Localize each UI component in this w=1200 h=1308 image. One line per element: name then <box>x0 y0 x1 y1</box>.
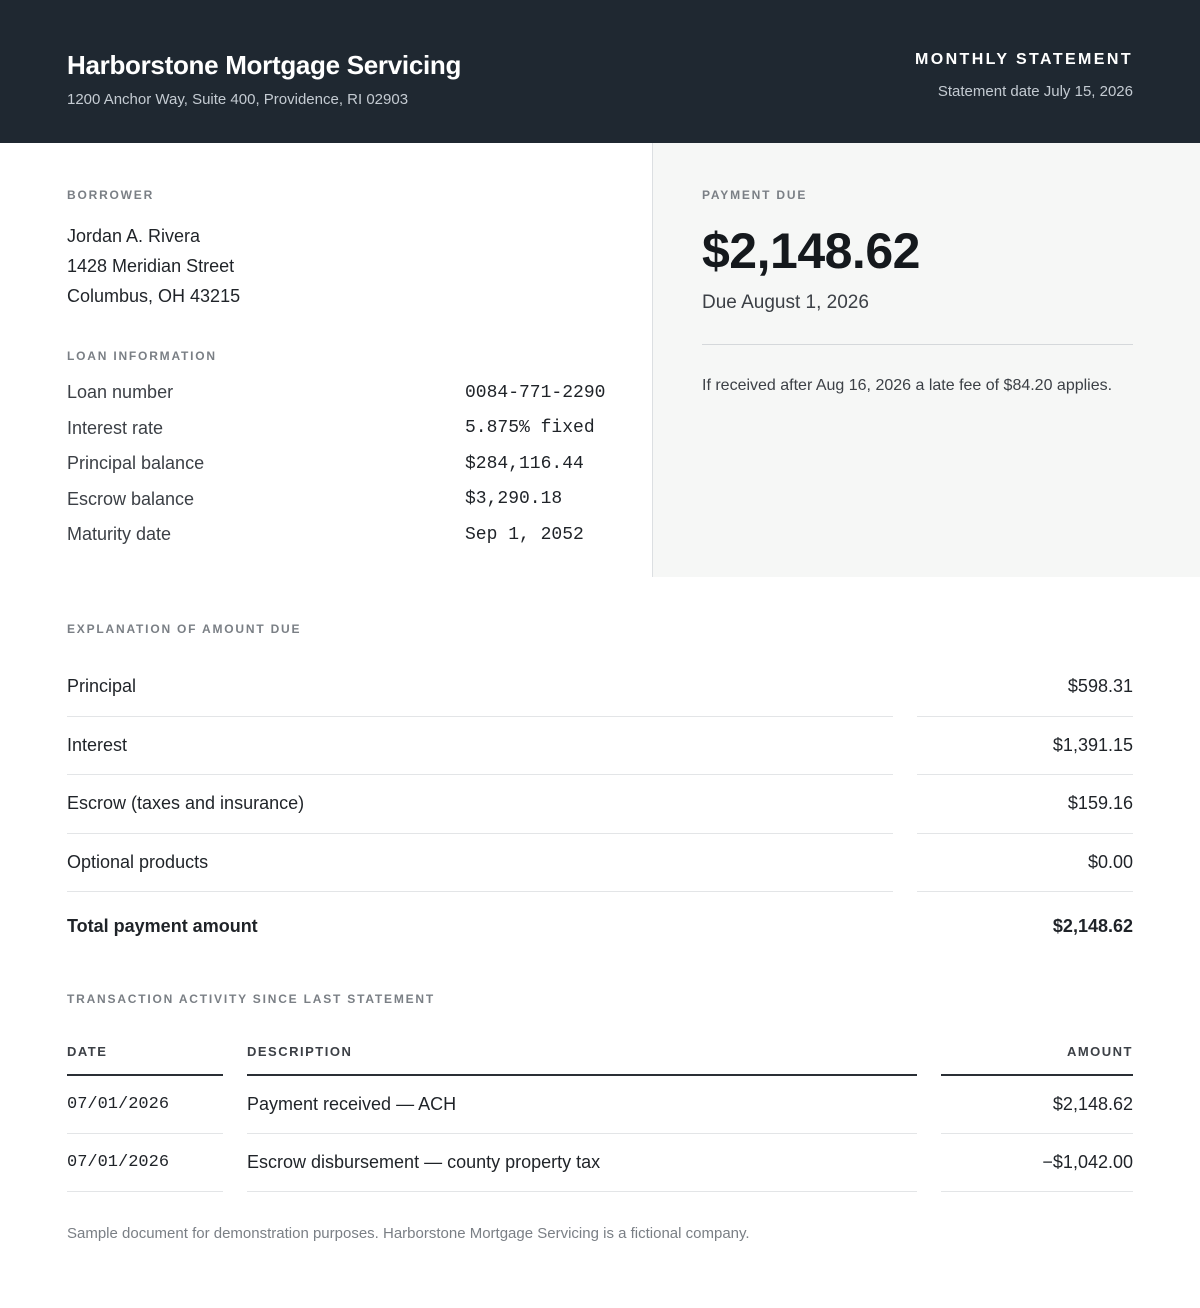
transaction-description: Escrow disbursement — county property tax <box>247 1134 917 1192</box>
transaction-amount: $2,148.62 <box>941 1076 1133 1134</box>
loan-value: $3,290.18 <box>465 489 563 510</box>
divider <box>702 344 1133 345</box>
transaction-amount: −$1,042.00 <box>941 1134 1133 1192</box>
transaction-description: Payment received — ACH <box>247 1076 917 1134</box>
loan-row-maturity <box>67 517 652 553</box>
loan-value: $284,116.44 <box>465 453 584 474</box>
borrower-name: Jordan A. Rivera <box>67 226 201 246</box>
payment-due-panel <box>653 143 1200 577</box>
transaction-header-row <box>67 1042 1133 1076</box>
transaction-date: 07/01/2026 <box>67 1134 223 1192</box>
explanation-value: $0.00 <box>917 834 1133 893</box>
explanation-row <box>67 834 1133 893</box>
statement-date: Statement date July 15, 2026 <box>937 83 1133 100</box>
loan-value: 0084-771-2290 <box>465 382 606 403</box>
payment-due-label: PAYMENT DUE <box>702 188 808 202</box>
explanation-row <box>67 717 1133 776</box>
loan-info-list <box>67 375 652 553</box>
borrower-city: Columbus, OH 43215 <box>67 286 241 306</box>
company-name: Harborstone Mortgage Servicing <box>67 50 462 80</box>
header-amount: AMOUNT <box>941 1042 1133 1076</box>
transaction-section <box>0 960 1200 1192</box>
loan-info-label: LOAN INFORMATION <box>67 349 217 363</box>
loan-key: Principal balance <box>67 453 205 474</box>
loan-key: Maturity date <box>67 524 172 545</box>
table-row <box>67 1076 1133 1134</box>
borrower-label: BORROWER <box>67 188 155 202</box>
transaction-date: 07/01/2026 <box>67 1076 223 1134</box>
explanation-key: Optional products <box>67 834 893 893</box>
loan-row-number <box>67 375 652 411</box>
explanation-row <box>67 775 1133 834</box>
loan-value: Sep 1, 2052 <box>465 524 584 545</box>
borrower-street: 1428 Meridian Street <box>67 256 235 276</box>
total-value: $2,148.62 <box>1052 915 1133 936</box>
statement-header <box>0 0 1200 143</box>
late-fee-note: If received after Aug 16, 2026 a late fee of $84.20 applies. <box>702 377 1113 394</box>
explanation-section <box>0 577 1200 960</box>
payment-due-amount: $2,148.62 <box>702 223 920 279</box>
company-address: 1200 Anchor Way, Suite 400, Providence, RI 02903 <box>67 91 409 108</box>
loan-value: 5.875% fixed <box>465 418 595 439</box>
explanation-value: $1,391.15 <box>917 717 1133 776</box>
explanation-value: $159.16 <box>917 775 1133 834</box>
explanation-value: $598.31 <box>917 658 1133 717</box>
loan-row-escrow <box>67 482 652 518</box>
footnote: Sample document for demonstration purposes. Harborstone Mortgage Servicing is a fictional company. <box>67 1225 750 1242</box>
transaction-table <box>67 1042 1133 1192</box>
loan-key: Interest rate <box>67 417 164 438</box>
explanation-label: EXPLANATION OF AMOUNT DUE <box>67 622 302 636</box>
total-label: Total payment amount <box>67 915 258 936</box>
payment-due-date: Due August 1, 2026 <box>702 292 869 313</box>
table-row <box>67 1134 1133 1192</box>
loan-key: Loan number <box>67 382 174 403</box>
header-date: DATE <box>67 1042 223 1076</box>
loan-row-principal <box>67 446 652 482</box>
explanation-table <box>67 658 1133 960</box>
loan-row-rate <box>67 411 652 447</box>
explanation-row <box>67 658 1133 717</box>
borrower-loan-panel <box>0 143 653 577</box>
summary-section <box>0 143 1200 577</box>
transaction-label: TRANSACTION ACTIVITY SINCE LAST STATEMENT <box>67 992 436 1006</box>
explanation-key: Principal <box>67 658 893 717</box>
header-description: DESCRIPTION <box>247 1042 917 1076</box>
explanation-key: Interest <box>67 717 893 776</box>
explanation-key: Escrow (taxes and insurance) <box>67 775 893 834</box>
loan-key: Escrow balance <box>67 488 195 509</box>
total-row <box>67 892 1133 960</box>
document-type: MONTHLY STATEMENT <box>915 51 1133 68</box>
borrower-address-block <box>67 221 652 311</box>
